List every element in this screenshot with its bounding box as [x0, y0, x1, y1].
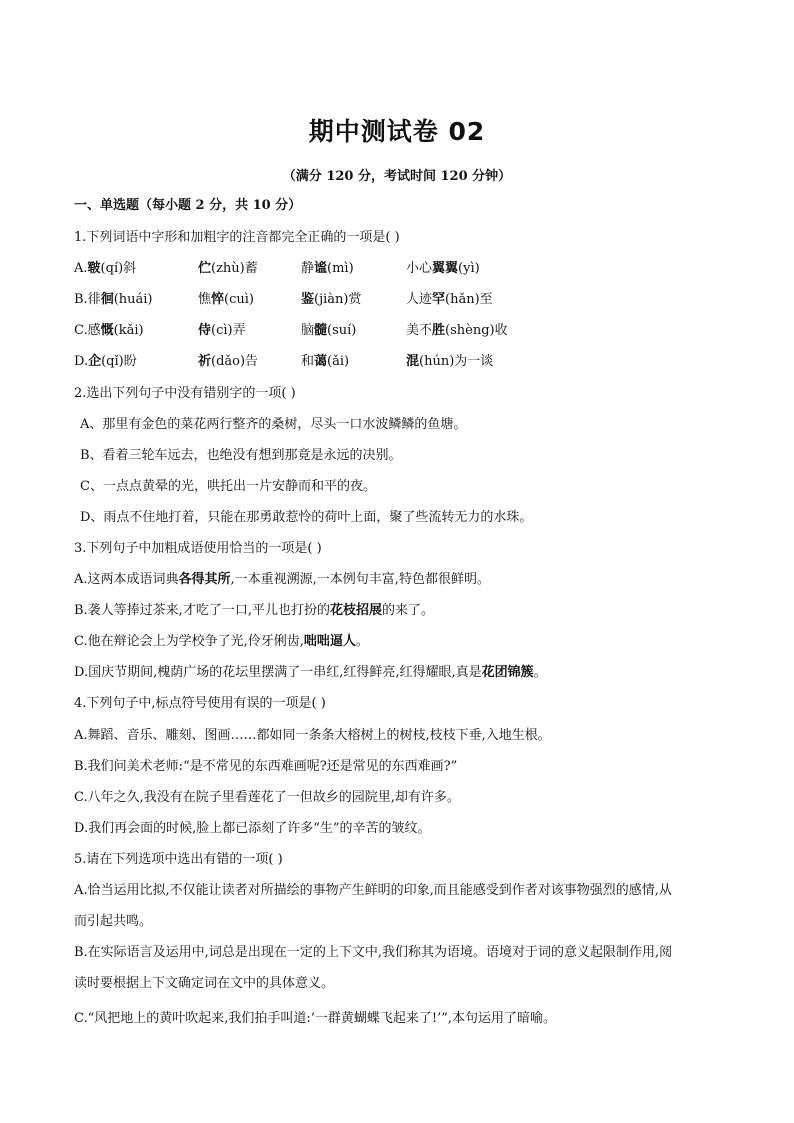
q5-option-b-line1: B.在实际语言及运用中,词总是出现在一定的上下文中,我们称其为语境。语境对于词的意义起限制作用,阅	[74, 945, 673, 960]
q3-option-a	[74, 571, 490, 589]
q1-option-d-word-3	[301, 353, 349, 371]
q3-c-text: C.他在辩论会上为学校争了光,伶牙俐齿,	[74, 634, 304, 649]
word-pinyin: (jiàn)赏	[314, 292, 362, 307]
q3-a-text: A.这两本成语词典	[74, 572, 179, 587]
q3-b-text: B.袭人等捧过茶来,才吃了一口,平儿也打扮的	[74, 603, 330, 618]
q1-option-a-word-2	[198, 260, 258, 278]
word-prefix: 静	[301, 261, 315, 276]
q3-b-text-end: 的来了。	[381, 603, 434, 618]
q2-option-c: C、一点点黄晕的光，哄托出一片安静而和平的夜。	[80, 479, 376, 494]
word-prefix: C.感	[74, 323, 101, 338]
q3-a-idiom: 各得其所	[178, 572, 231, 587]
word-pinyin: (suí)	[327, 323, 357, 338]
word-pinyin: (qí)斜	[100, 261, 137, 276]
bold-char: 胜	[432, 323, 446, 338]
word-prefix: B.徘	[74, 292, 101, 307]
word-pinyin: (zhù)蓄	[211, 261, 258, 276]
q4-option-d: D.我们再会面的时候,脸上都已添刻了许多“生”的辛苦的皱纹。	[74, 821, 431, 836]
q2-option-d: D、雨点不住地打着，只能在那勇敢惹怜的荷叶上面，聚了些流转无力的水珠。	[80, 510, 533, 525]
q1-option-c-word-4	[406, 322, 508, 340]
word-pinyin: (cuì)	[224, 292, 254, 307]
q3-option-c	[74, 633, 369, 651]
bold-char: 祈	[198, 354, 212, 369]
word-pinyin: (dǎo)告	[211, 354, 259, 369]
q4-option-c: C.八年之久,我没有在院子里看莲花了一但故乡的园院里,却有许多。	[74, 790, 460, 805]
q1-stem: 1.下列词语中字形和加粗字的注音都完全正确的一项是( )	[74, 230, 400, 245]
q1-option-c-word-2	[198, 322, 246, 340]
q5-option-a-line2: 而引起共鸣。	[74, 914, 153, 929]
word-prefix: 脑	[301, 323, 315, 338]
q1-option-b-word-4	[406, 291, 493, 309]
q3-stem: 3.下列句子中加粗成语使用恰当的一项是( )	[74, 541, 322, 556]
word-pinyin: (huái)	[113, 292, 153, 307]
word-prefix: 和	[301, 354, 315, 369]
bold-char: 蔼	[314, 354, 328, 369]
q1-option-a-word-1	[74, 260, 136, 278]
q3-a-text-end: ,一本重视溯源,一本例句丰富,特色都很鲜明。	[230, 572, 490, 587]
q2-stem: 2.选出下列句子中没有错别字的一项( )	[74, 386, 296, 401]
bold-char: 翼翼	[432, 261, 459, 276]
word-pinyin: (hún)为一谈	[419, 354, 494, 369]
q1-option-c-word-1	[74, 322, 144, 340]
word-pinyin: (kǎi)	[113, 323, 144, 338]
q3-c-idiom: 咄咄逼人	[303, 634, 356, 649]
page-subtitle: （满分 120 分，考试时间 120 分钟）	[282, 169, 512, 184]
word-pinyin: (mì)	[327, 261, 354, 276]
q1-option-d-word-4	[406, 353, 493, 371]
q5-stem: 5.请在下列选项中选出有错的一项( )	[74, 852, 283, 867]
word-pinyin: (ǎi)	[327, 354, 350, 369]
word-prefix: 憔	[198, 292, 212, 307]
word-pinyin: (yì)	[458, 261, 480, 276]
word-pinyin: (hǎn)至	[445, 292, 493, 307]
bold-char: 企	[88, 354, 102, 369]
bold-char: 谧	[314, 261, 328, 276]
q2-option-a: A、那里有金色的菜花两行整齐的桑树，尽头一口水波鳞鳞的鱼塘。	[80, 417, 467, 432]
bold-char: 慨	[100, 323, 114, 338]
bold-char: 悴	[211, 292, 225, 307]
q5-option-c: C.“风把地上的黄叶吹起来,我们拍手叫道:‘一群黄蝴蝶飞起来了!’”,本句运用了暗喻。	[74, 1011, 557, 1026]
word-prefix: A.	[74, 261, 88, 276]
word-prefix: D.	[74, 354, 89, 369]
q4-option-b: B.我们问美术老师:“是不常见的东西难画呢?还是常见的东西难画?”	[74, 759, 458, 774]
q5-option-a-line1: A.恰当运用比拟,不仅能让读者对所描绘的事物产生鲜明的印象,而且能感受到作者对该事物强烈的感情,从	[74, 883, 672, 898]
q3-b-idiom: 花枝招展	[329, 603, 382, 618]
q1-option-b-word-1	[74, 291, 153, 309]
q3-d-text-end: 。	[533, 665, 547, 680]
q3-c-text-end: 。	[355, 634, 369, 649]
word-prefix: 人迹	[406, 292, 433, 307]
q3-option-d	[74, 664, 547, 682]
bold-char: 皲	[87, 261, 101, 276]
bold-char: 混	[406, 354, 420, 369]
word-prefix: 美不	[406, 323, 433, 338]
q1-option-d-word-2	[198, 353, 258, 371]
q3-option-b	[74, 602, 434, 620]
q3-d-idiom: 花团锦簇	[481, 665, 534, 680]
q1-option-b-word-3	[301, 291, 361, 309]
q4-stem: 4.下列句子中,标点符号使用有误的一项是( )	[74, 696, 326, 711]
q4-option-a: A.舞蹈、音乐、雕刻、图画……都如同一条条大榕树上的树枝,枝枝下垂,入地生根。	[74, 728, 551, 743]
q1-option-c-word-3	[301, 322, 356, 340]
q1-option-a-word-4	[406, 260, 480, 278]
bold-char: 髓	[314, 323, 328, 338]
bold-char: 罕	[432, 292, 446, 307]
page-title: 期中测试卷 02	[308, 117, 486, 146]
word-prefix: 小心	[406, 261, 433, 276]
q3-d-text: D.国庆节期间,槐荫广场的花坛里摆满了一串红,红得鲜亮,红得耀眼,真是	[74, 665, 482, 680]
q2-option-b: B、看着三轮车远去，也绝没有想到那竟是永远的决别。	[80, 448, 402, 463]
word-pinyin: (qǐ)盼	[101, 354, 137, 369]
bold-char: 侍	[198, 323, 212, 338]
bold-char: 鉴	[301, 292, 315, 307]
bold-char: 徊	[100, 292, 114, 307]
section-heading: 一、单选题（每小题 2 分，共 10 分）	[74, 198, 302, 213]
q1-option-a-word-3	[301, 260, 354, 278]
q1-option-b-word-2	[198, 291, 254, 309]
q5-option-b-line2: 读时要根据上下文确定词在文中的具体意义。	[74, 976, 335, 991]
bold-char: 伫	[198, 261, 212, 276]
word-pinyin: (cì)弄	[211, 323, 246, 338]
word-pinyin: (shèng)收	[445, 323, 508, 338]
q1-option-d-word-1	[74, 353, 137, 371]
